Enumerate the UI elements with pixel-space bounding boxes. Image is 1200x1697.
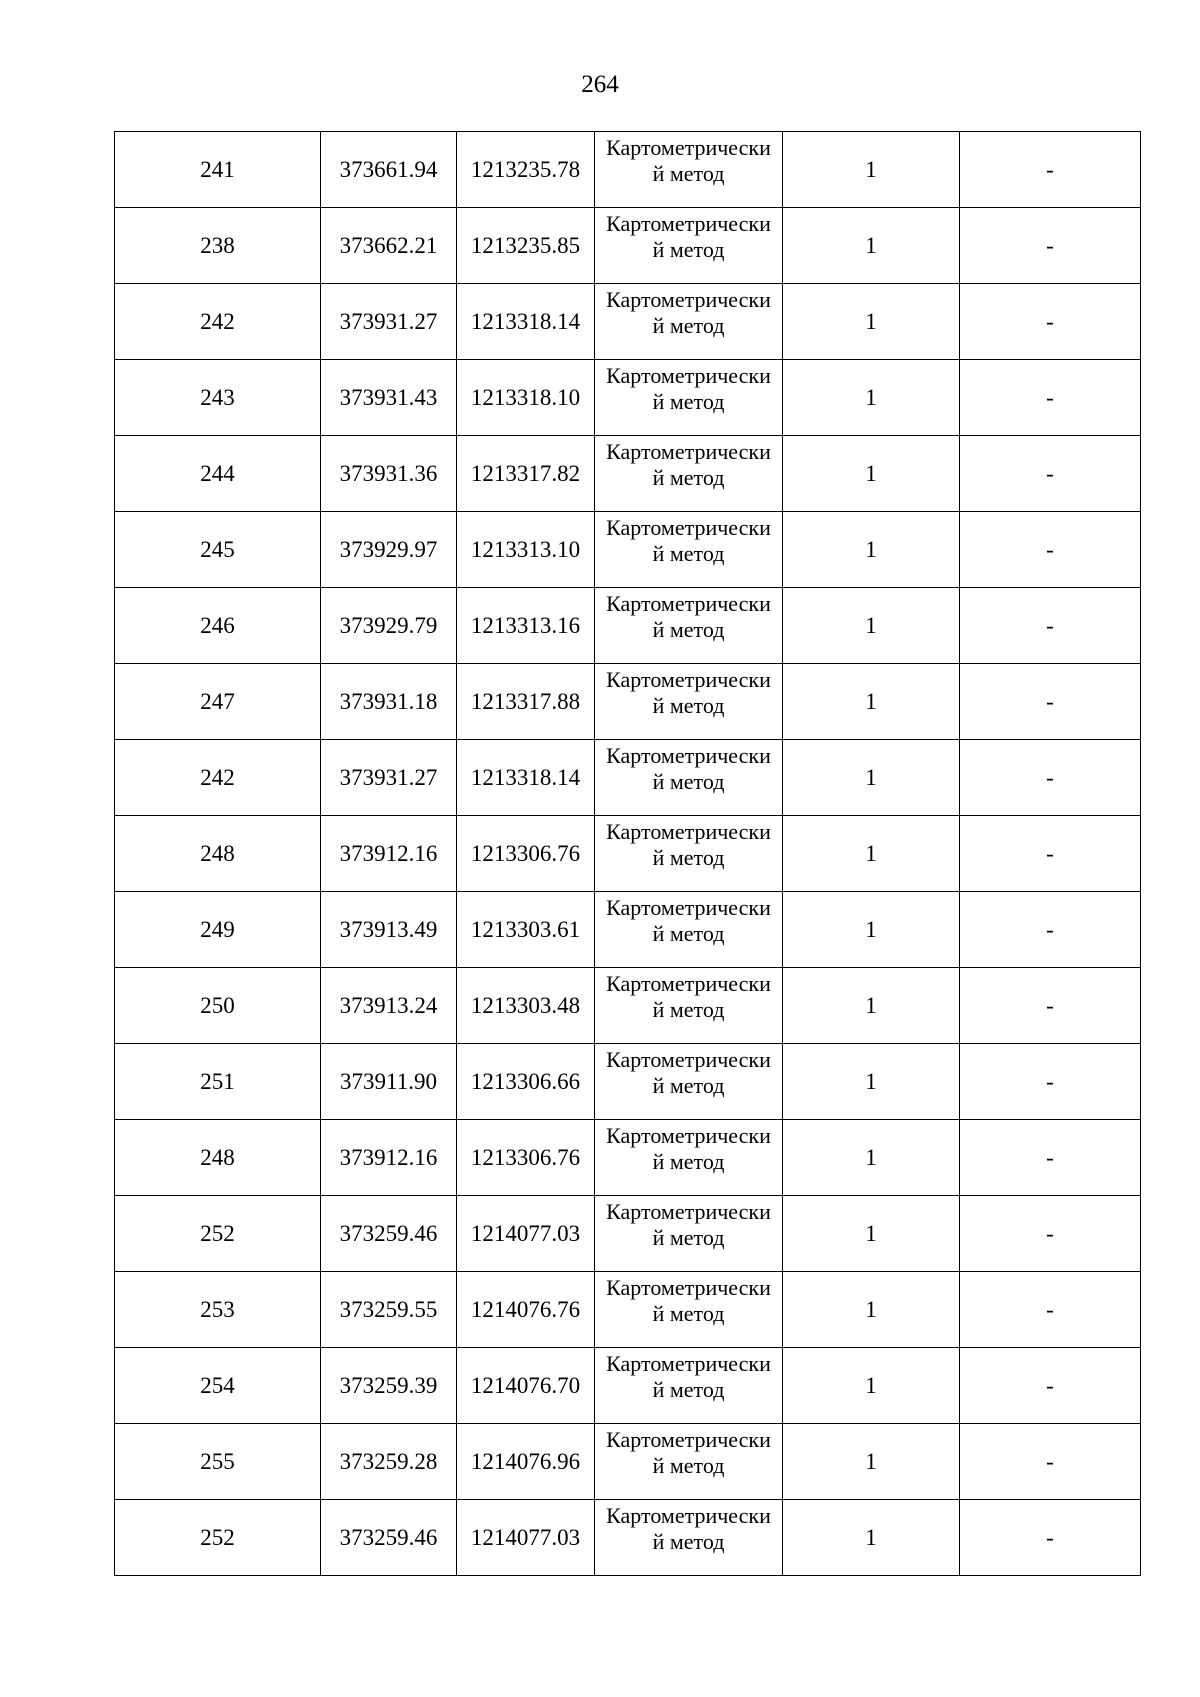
y-coordinate-cell: 1213318.14 [457,740,595,816]
x-coordinate-cell: 373662.21 [321,208,457,284]
accuracy-cell: 1 [783,284,960,360]
accuracy-cell: 1 [783,816,960,892]
y-coordinate-cell: 1213306.76 [457,1120,595,1196]
x-coordinate-cell: 373259.46 [321,1196,457,1272]
description-cell: - [960,360,1141,436]
y-coordinate-cell: 1214076.76 [457,1272,595,1348]
accuracy-cell: 1 [783,968,960,1044]
point-number-cell: 238 [115,208,321,284]
method-text-line-1: Картометрически [606,819,771,844]
description-cell: - [960,588,1141,664]
method-text-line-2: й метод [652,161,725,186]
description-cell: - [960,1348,1141,1424]
method-cell [595,740,783,816]
table-row [115,360,1141,436]
x-coordinate-cell: 373931.27 [321,740,457,816]
x-coordinate-cell: 373931.36 [321,436,457,512]
table-row [115,1044,1141,1120]
method-text-line-2: й метод [652,845,725,870]
accuracy-cell: 1 [783,1272,960,1348]
y-coordinate-cell: 1213317.88 [457,664,595,740]
point-number-cell: 247 [115,664,321,740]
description-cell: - [960,132,1141,208]
method-text-line-2: й метод [652,1377,725,1402]
accuracy-cell: 1 [783,892,960,968]
x-coordinate-cell: 373913.49 [321,892,457,968]
point-number-cell: 252 [115,1196,321,1272]
method-cell [595,1424,783,1500]
method-text-line-2: й метод [652,769,725,794]
accuracy-cell: 1 [783,1424,960,1500]
table-body [115,132,1141,1576]
method-text-line-2: й метод [652,1529,725,1554]
description-cell: - [960,208,1141,284]
point-number-cell: 252 [115,1500,321,1576]
accuracy-cell: 1 [783,1044,960,1120]
accuracy-cell: 1 [783,436,960,512]
method-cell [595,436,783,512]
method-cell [595,968,783,1044]
x-coordinate-cell: 373912.16 [321,1120,457,1196]
table-row [115,1500,1141,1576]
x-coordinate-cell: 373929.79 [321,588,457,664]
method-text-line-2: й метод [652,389,725,414]
table-row [115,1120,1141,1196]
method-cell [595,132,783,208]
method-text-line-2: й метод [652,541,725,566]
description-cell: - [960,436,1141,512]
x-coordinate-cell: 373931.18 [321,664,457,740]
y-coordinate-cell: 1213306.66 [457,1044,595,1120]
table-row [115,132,1141,208]
table-row [115,1196,1141,1272]
method-text-line-2: й метод [652,237,725,262]
table-row [115,284,1141,360]
method-cell [595,208,783,284]
point-number-cell: 253 [115,1272,321,1348]
x-coordinate-cell: 373259.55 [321,1272,457,1348]
method-cell [595,1120,783,1196]
method-text-line-2: й метод [652,617,725,642]
table-row [115,740,1141,816]
method-cell [595,816,783,892]
accuracy-cell: 1 [783,1500,960,1576]
table-row [115,664,1141,740]
point-number-cell: 245 [115,512,321,588]
method-text-line-1: Картометрически [606,515,771,540]
accuracy-cell: 1 [783,208,960,284]
description-cell: - [960,1272,1141,1348]
point-number-cell: 242 [115,740,321,816]
description-cell: - [960,968,1141,1044]
point-number-cell: 241 [115,132,321,208]
y-coordinate-cell: 1214076.96 [457,1424,595,1500]
y-coordinate-cell: 1213303.61 [457,892,595,968]
method-text-line-1: Картометрически [606,667,771,692]
y-coordinate-cell: 1213317.82 [457,436,595,512]
coordinates-table [114,131,1141,1576]
method-cell [595,1500,783,1576]
method-text-line-1: Картометрически [606,1427,771,1452]
description-cell: - [960,1500,1141,1576]
description-cell: - [960,1424,1141,1500]
method-text-line-1: Картометрически [606,1351,771,1376]
method-cell [595,1348,783,1424]
method-cell [595,284,783,360]
page-number: 264 [581,71,619,98]
method-cell [595,1044,783,1120]
x-coordinate-cell: 373259.39 [321,1348,457,1424]
y-coordinate-cell: 1213313.10 [457,512,595,588]
table-row [115,208,1141,284]
method-text-line-1: Картометрически [606,363,771,388]
table-row [115,1348,1141,1424]
description-cell: - [960,512,1141,588]
accuracy-cell: 1 [783,588,960,664]
method-text-line-2: й метод [652,1225,725,1250]
accuracy-cell: 1 [783,360,960,436]
method-text-line-1: Картометрически [606,1275,771,1300]
y-coordinate-cell: 1214077.03 [457,1500,595,1576]
table-row [115,1272,1141,1348]
table-row [115,1424,1141,1500]
method-text-line-2: й метод [652,693,725,718]
y-coordinate-cell: 1213313.16 [457,588,595,664]
method-text-line-1: Картометрически [606,287,771,312]
accuracy-cell: 1 [783,664,960,740]
table-row [115,512,1141,588]
accuracy-cell: 1 [783,1348,960,1424]
method-text-line-2: й метод [652,465,725,490]
method-text-line-1: Картометрически [606,895,771,920]
description-cell: - [960,740,1141,816]
method-text-line-1: Картометрически [606,591,771,616]
description-cell: - [960,664,1141,740]
accuracy-cell: 1 [783,1196,960,1272]
point-number-cell: 248 [115,816,321,892]
method-cell [595,588,783,664]
method-cell [595,1196,783,1272]
method-cell [595,892,783,968]
table-row [115,892,1141,968]
method-text-line-1: Картометрически [606,135,771,160]
method-text-line-1: Картометрически [606,1123,771,1148]
point-number-cell: 244 [115,436,321,512]
method-cell [595,360,783,436]
x-coordinate-cell: 373913.24 [321,968,457,1044]
y-coordinate-cell: 1213235.78 [457,132,595,208]
description-cell: - [960,1044,1141,1120]
point-number-cell: 243 [115,360,321,436]
method-text-line-2: й метод [652,1453,725,1478]
point-number-cell: 246 [115,588,321,664]
method-text-line-2: й метод [652,921,725,946]
method-text-line-1: Картометрически [606,1047,771,1072]
accuracy-cell: 1 [783,740,960,816]
y-coordinate-cell: 1214077.03 [457,1196,595,1272]
y-coordinate-cell: 1213303.48 [457,968,595,1044]
method-text-line-1: Картометрически [606,211,771,236]
table-row [115,436,1141,512]
method-text-line-2: й метод [652,1301,725,1326]
method-cell [595,664,783,740]
y-coordinate-cell: 1213318.14 [457,284,595,360]
method-text-line-1: Картометрически [606,743,771,768]
point-number-cell: 250 [115,968,321,1044]
y-coordinate-cell: 1214076.70 [457,1348,595,1424]
accuracy-cell: 1 [783,512,960,588]
point-number-cell: 248 [115,1120,321,1196]
description-cell: - [960,892,1141,968]
x-coordinate-cell: 373912.16 [321,816,457,892]
description-cell: - [960,284,1141,360]
point-number-cell: 242 [115,284,321,360]
method-text-line-1: Картометрически [606,971,771,996]
x-coordinate-cell: 373661.94 [321,132,457,208]
table-row [115,816,1141,892]
accuracy-cell: 1 [783,1120,960,1196]
x-coordinate-cell: 373259.46 [321,1500,457,1576]
y-coordinate-cell: 1213318.10 [457,360,595,436]
method-text-line-2: й метод [652,1073,725,1098]
y-coordinate-cell: 1213235.85 [457,208,595,284]
x-coordinate-cell: 373931.27 [321,284,457,360]
method-text-line-2: й метод [652,1149,725,1174]
point-number-cell: 255 [115,1424,321,1500]
point-number-cell: 254 [115,1348,321,1424]
description-cell: - [960,1196,1141,1272]
method-text-line-2: й метод [652,313,725,338]
method-text-line-1: Картометрически [606,1503,771,1528]
description-cell: - [960,1120,1141,1196]
accuracy-cell: 1 [783,132,960,208]
table-row [115,588,1141,664]
method-text-line-1: Картометрически [606,439,771,464]
method-text-line-2: й метод [652,997,725,1022]
x-coordinate-cell: 373929.97 [321,512,457,588]
x-coordinate-cell: 373259.28 [321,1424,457,1500]
description-cell: - [960,816,1141,892]
x-coordinate-cell: 373911.90 [321,1044,457,1120]
method-text-line-1: Картометрически [606,1199,771,1224]
method-cell [595,1272,783,1348]
point-number-cell: 251 [115,1044,321,1120]
table-row [115,968,1141,1044]
y-coordinate-cell: 1213306.76 [457,816,595,892]
x-coordinate-cell: 373931.43 [321,360,457,436]
point-number-cell: 249 [115,892,321,968]
method-cell [595,512,783,588]
